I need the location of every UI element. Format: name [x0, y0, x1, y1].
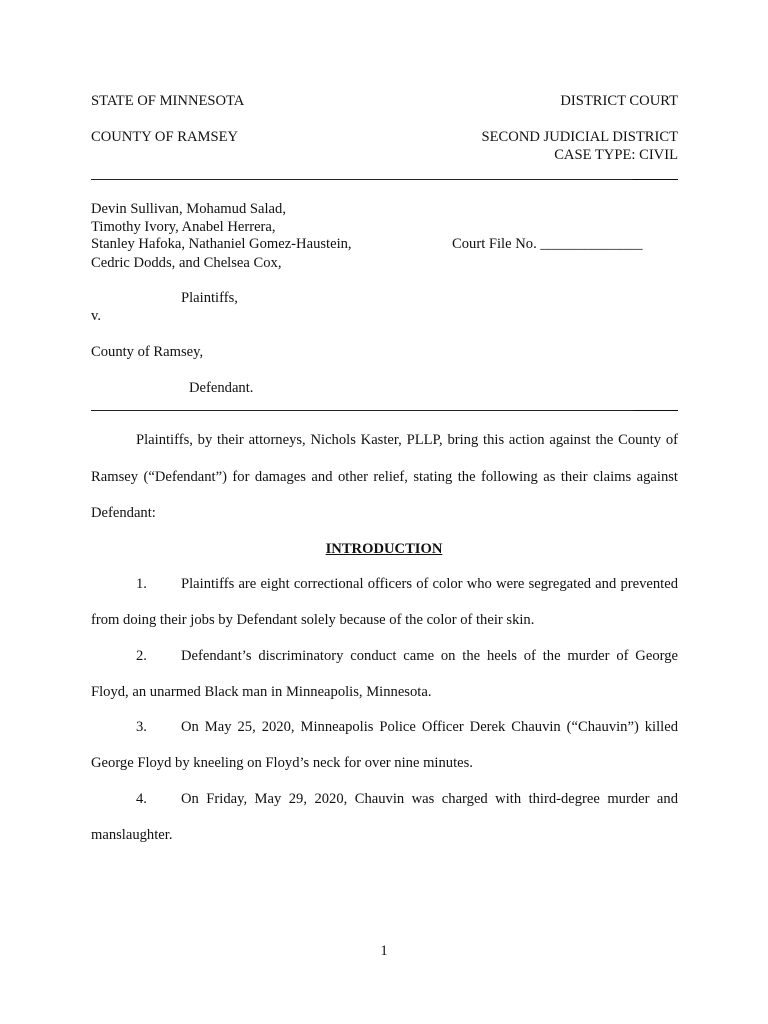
caption-divider-top: [91, 179, 678, 180]
plaintiff-names-line: Devin Sullivan, Mohamud Salad,: [91, 201, 286, 217]
intro-line: Ramsey (“Defendant”) for damages and other relief, stating the following as their claims against: [91, 469, 678, 485]
plaintiff-names-line: Stanley Hafoka, Nathaniel Gomez-Haustein,: [91, 236, 352, 252]
paragraph-first-line: On Friday, May 29, 2020, Chauvin was charged with third-degree murder and: [181, 791, 678, 807]
paragraph-continuation: manslaughter.: [91, 827, 173, 843]
paragraph-continuation: Floyd, an unarmed Black man in Minneapolis, Minnesota.: [91, 684, 432, 700]
court-file-number: Court File No. ______________: [452, 236, 643, 252]
paragraph-number: 4.: [136, 791, 147, 807]
county-heading: COUNTY OF RAMSEY: [91, 129, 239, 145]
caption-divider-top-end: [633, 179, 678, 180]
district-heading: SECOND JUDICIAL DISTRICT: [481, 129, 678, 145]
page-number: 1: [380, 943, 388, 959]
intro-line: Plaintiffs, by their attorneys, Nichols Kaster, PLLP, bring this action against the County of: [136, 432, 678, 448]
caption-divider-bottom-end: [633, 410, 678, 411]
paragraph-first-line: On May 25, 2020, Minneapolis Police Officer Derek Chauvin (“Chauvin”) killed: [181, 719, 678, 735]
case-type-heading: CASE TYPE: CIVIL: [554, 147, 678, 163]
caption-divider-bottom: [91, 410, 678, 411]
paragraph-first-line: Defendant’s discriminatory conduct came on the heels of the murder of George: [181, 648, 678, 664]
paragraph-continuation: George Floyd by kneeling on Floyd’s neck for over nine minutes.: [91, 755, 473, 771]
paragraph-continuation: from doing their jobs by Defendant solely because of the color of their skin.: [91, 612, 535, 628]
paragraph-number: 3.: [136, 719, 147, 735]
paragraph-first-line: Plaintiffs are eight correctional officers of color who were segregated and prevented: [181, 576, 678, 592]
paragraph-number: 2.: [136, 648, 147, 664]
section-heading: INTRODUCTION: [325, 541, 443, 557]
defendant-label: Defendant.: [189, 380, 254, 396]
plaintiff-names-line: Cedric Dodds, and Chelsea Cox,: [91, 255, 282, 271]
versus-label: v.: [91, 308, 101, 324]
plaintiff-names-line: Timothy Ivory, Anabel Herrera,: [91, 219, 276, 235]
plaintiffs-label: Plaintiffs,: [181, 290, 238, 306]
court-heading: DISTRICT COURT: [560, 93, 678, 109]
defendant-name: County of Ramsey,: [91, 344, 204, 360]
intro-line: Defendant:: [91, 505, 156, 521]
paragraph-number: 1.: [136, 576, 147, 592]
state-heading: STATE OF MINNESOTA: [91, 93, 245, 109]
